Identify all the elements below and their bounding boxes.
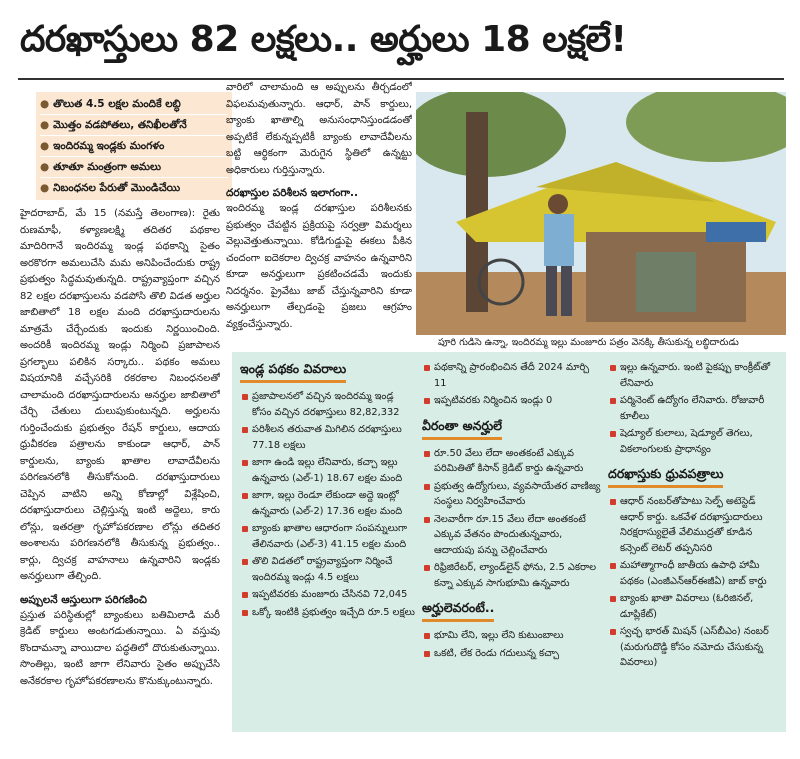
article-paragraph: హైదరాబాద్, మే 15 (నమస్తే తెలంగాణ): రైతు రుణమాఫీ, కళ్యాణలక్ష్మి తదితర పథకాల మాదిరిగానే ఇందిరమ్మ ఇండ్ల పథకాన్ని సైతం అరకొరగా అమలుచేసి మమ అనిపించేందుకు రాష్ట్ర ప్రభుత్వం సిద్ధమవుతున్నది. రాష్ట్రవ్యాప్తంగా వచ్చిన 82 లక్షల దరఖాస్తులను వడపోసి తొలి విడత అర్హుల జాబితాలో 18 లక్షల మంది దరఖాస్తుదారులను మాత్రమే చేర్చేందుకు ఇందుకు నిర్ణయించింది. అందరికీ ఇందిరమ్మ ఇండ్లు నిర్మించి ప్రజాపాలన ప్రగల్భాలు పలికిన సర్కారు.. పథకం అమలు విషయానికి వచ్చేసరికి రకరకాల నిబంధనలతో చాలామంది దరఖాస్తుదారులను అనర్హుల జాబితాలో చేర్చి చేతులు దులుపుకుంటున్నది. అర్హులను గుర్తించేందుకు ప్రభుత్వం రేషన్ కార్డులు, ఆదాయ ధ్రువీకరణ పత్రాలను కాకుండా ఆధార్, పాన్ కార్డులను, బ్యాంకు ఖాతాల లావాదేవీలను పరిగణనలోకి తీసుకోనుంది. దరఖాస్తుదారులు చెప్పిన వాటిని అన్ని కోణాల్లో విశ్లేషించి, దరఖాస్తుదారులు చెల్లిస్తున్న ఇంటి అద్దెలు, కారు లోన్లు, ఇతరత్రా గృహోపకరణాల లోన్లు తదితర అంశాలను పరిగణనలోకి తీసుకున్న ప్రభుత్వం.. కార్లు, ద్విచక్ర వాహనాలు ఉన్నవారిని ఇండ్లకు అనర్హులుగా తేల్చింది.: [20, 208, 220, 582]
list-item: రిఫ్రిజిరేటర్, ల్యాండ్‌లైన్ ఫోను, 2.5 ఎకరాల కన్నా ఎక్కువ సాగుభూమి ఉన్నవారు: [422, 560, 602, 591]
bullet-icon: ●: [40, 98, 50, 110]
list-item: భూమి లేని, ఇల్లు లేని కుటుంబాలు: [422, 628, 602, 644]
panel-title-eligible: అర్హులెవరంటే..: [422, 599, 494, 622]
list-item: పరిశీలన తరువాత మిగిలిన దరఖాస్తులు 77.18 లక్షలు: [240, 422, 416, 453]
article-paragraph: వారిలో చాలామంది ఆ అప్పులను తీర్చడంలో విఫలమవుతున్నారు. ఆధార్, పాన్ కార్డులు, బ్యాంకు ఖాతాల్ని అనుసంధానిస్తుండడంతో అప్పటికే లేకున్నప్పటికీ బ్యాంకు లావాదేవీలను బట్టి ఆర్థికంగా మెరుగైన స్థితిలో ఉన్నట్టు అధికారులు గుర్తిస్తున్నారు.: [226, 82, 412, 176]
list-item: రూ.50 వేలు లేదా అంతకంటే ఎక్కువ పరిమితితో కిసాన్ క్రెడిట్ కార్డు ఉన్నవారు: [422, 446, 602, 477]
highlight-item: ● ఇందిరమ్మ ఇండ్లకు మంగళం: [40, 136, 228, 157]
panel-column-a: [240, 352, 416, 620]
list-item: బ్యాంకు ఖాతాల ఆధారంగా సంపన్నులుగా తేలినవారు (ఎల్-3) 41.15 లక్షల మంది: [240, 521, 416, 552]
list-item: జాగా, ఇల్లు రెండూ లేకుండా అద్దె ఇంట్లో ఉన్నవారు (ఎల్-2) 17.36 లక్షల మంది: [240, 488, 416, 519]
panel-title-scheme-details: ఇండ్ల పథకం వివరాలు: [240, 360, 346, 383]
article-column-1: [20, 206, 220, 734]
list-item: ఇల్లు ఉన్నవారు. ఇంటి పైకప్పు కాంక్రీట్‌తో లేనివారు: [608, 360, 780, 391]
bullet-icon: ●: [40, 182, 50, 194]
article-subhead: అప్పులనే ఆస్తులుగా పరిగణించి: [20, 593, 147, 606]
panel-column-b: [422, 360, 602, 661]
list-item: ఇప్పటివరకు మంజూరు చేసినవి 72,045: [240, 587, 416, 603]
list-item: ఆధార్ నంబర్‌తోపాటు సెల్ఫ్ అటెస్టెడ్ ఆధార్ కార్డు. ఒకవేళ దరఖాస్తుదారులు నిరక్షరాస్యులైతే వేలిముద్రతో కూడిన కన్సెంట్ లెటర్ తప్పనిసరి: [608, 494, 780, 556]
list-item: నెలవారీగా రూ.15 వేలు లేదా అంతకంటే ఎక్కువ వేతనం పొందుతున్నవారు, ఆదాయపు పన్ను చెల్లించేవారు: [422, 512, 602, 559]
list-item: బ్యాంకు ఖాతా వివరాలు (ఓరిజినల్, డూప్లికేట్): [608, 591, 780, 622]
photo-caption: పూరి గుడిసె ఉన్నా, ఇందిరమ్మ ఇల్లు మంజూరు పత్రం వెనక్కి తీసుకున్న లబ్ధిదారుడు: [438, 337, 739, 348]
bullet-icon: ●: [40, 119, 50, 131]
list-item: ఇప్పటివరకు నిర్మించిన ఇండ్లు 0: [422, 393, 602, 409]
list-item: ఒక్కో ఇంటికి ప్రభుత్వం ఇచ్చేది రూ.5 లక్షలు: [240, 605, 416, 621]
article-paragraph: ఇందిరమ్మ ఇండ్ల దరఖాస్తుల పరిశీలనకు ప్రభుత్వం చేపట్టిన ప్రక్రియపై సర్వత్రా విమర్శలు వెల్లువెత్తుతున్నాయి. కోడిగుడ్డుపై ఈకలు పీకిన చందంగా ఐదెకరాల ద్విచక్ర వాహనం ఉన్నవారిని కూడా అనర్హులుగా ప్రకటించడమే ఇందుకు నిదర్శనం. ప్రైవేటు జాబ్ చేస్తున్నవారిని కూడా అనర్హులుగా తేల్చడంపై ప్రజలు ఆగ్రహం వ్యక్తంచేస్తున్నారు.: [226, 203, 412, 330]
list-item: పథకాన్ని ప్రారంభించిన తేదీ 2024 మార్చి 11: [422, 360, 602, 391]
article-column-2: [226, 80, 412, 348]
list-item: మహాత్మాగాంధీ జాతీయ ఉపాధి హామీ పథకం (ఎంజీఎన్ఆర్ఈజీఏ) జాబ్ కార్డు: [608, 558, 780, 589]
hut-photo: [416, 92, 786, 335]
article-paragraph: ప్రస్తుత పరిస్థితుల్లో బ్యాంకులు బతిమిలాడి మరీ క్రెడిట్ కార్డులు అంటగడుతున్నాయి. ఏ వస్తువు కొందామన్నా వాయిదాల పద్ధతిలో దొరుకుతున్నాయి. సొంతిల్లు, ఇంటి జాగా లేనివారు సైతం అప్పుచేసి అనేకరకాల గృహోపకరణాలను కొనుక్కుంటున్నారు.: [20, 609, 220, 687]
list-item: షెడ్యూల్ కులాలు, షెడ్యూల్ తెగలు, వికలాంగులకు ప్రాధాన్యం: [608, 426, 780, 457]
list-item: ఒకటి, లేక రెండు గదులున్న కచ్చా: [422, 646, 602, 662]
list-item: జాగా ఉండి ఇల్లు లేనివారు, కచ్చా ఇల్లు ఉన్నవారు (ఎల్-1) 18.67 లక్షల మంది: [240, 455, 416, 486]
highlight-item: ● మొత్తం వడపోతలు, తనిఖీలతోనే: [40, 115, 228, 136]
info-panel: [232, 352, 786, 732]
list-item: స్వచ్ఛ భారత్ మిషన్ (ఎస్‌బీఎం) నంబర్ (మరుగుదొడ్డి కోసం నమోదు చేసుకున్న వివరాలు): [608, 624, 780, 671]
bullet-icon: ●: [40, 140, 50, 152]
list-item: ప్రజాపాలనలో వచ్చిన ఇందిరమ్మ ఇండ్ల కోసం వచ్చిన దరఖాస్తులు 82,82,332: [240, 389, 416, 420]
panel-column-c: [608, 360, 780, 671]
highlights-box: [36, 92, 232, 200]
highlight-item: ● నిబంధనల పేరుతో మొండిచేయి: [40, 182, 181, 194]
article-subhead: దరఖాస్తుల పరిశీలన ఇలాగంగా..: [226, 187, 358, 199]
list-item: తొలి విడతలో రాష్ట్రవ్యాప్తంగా నిర్మించే ఇందిరమ్మ ఇండ్లు 4.5 లక్షలు: [240, 554, 416, 585]
panel-title-ineligible: వీరంతా అనర్హులే: [422, 417, 502, 440]
bullet-icon: ●: [40, 161, 50, 173]
highlight-item: ● తొలుత 4.5 లక్షల మందికే లబ్ధి: [40, 94, 228, 115]
highlight-item: ● తూతూ మంత్రంగా అమలు: [40, 157, 228, 178]
panel-title-documents: దరఖాస్తుకు ధ్రువపత్రాలు: [608, 465, 723, 488]
hut-photo-illustration: [416, 92, 786, 335]
list-item: ప్రభుత్వ ఉద్యోగులు, వ్యవసాయేతర వాణిజ్య సంస్థలు నిర్వహించేవారు: [422, 479, 602, 510]
list-item: పర్మినెంట్ ఉద్యోగం లేనివారు. రోజువారీ కూలీలు: [608, 393, 780, 424]
headline: దరఖాస్తులు 82 లక్షలు.. అర్హులు 18 లక్షలే!: [20, 19, 627, 60]
